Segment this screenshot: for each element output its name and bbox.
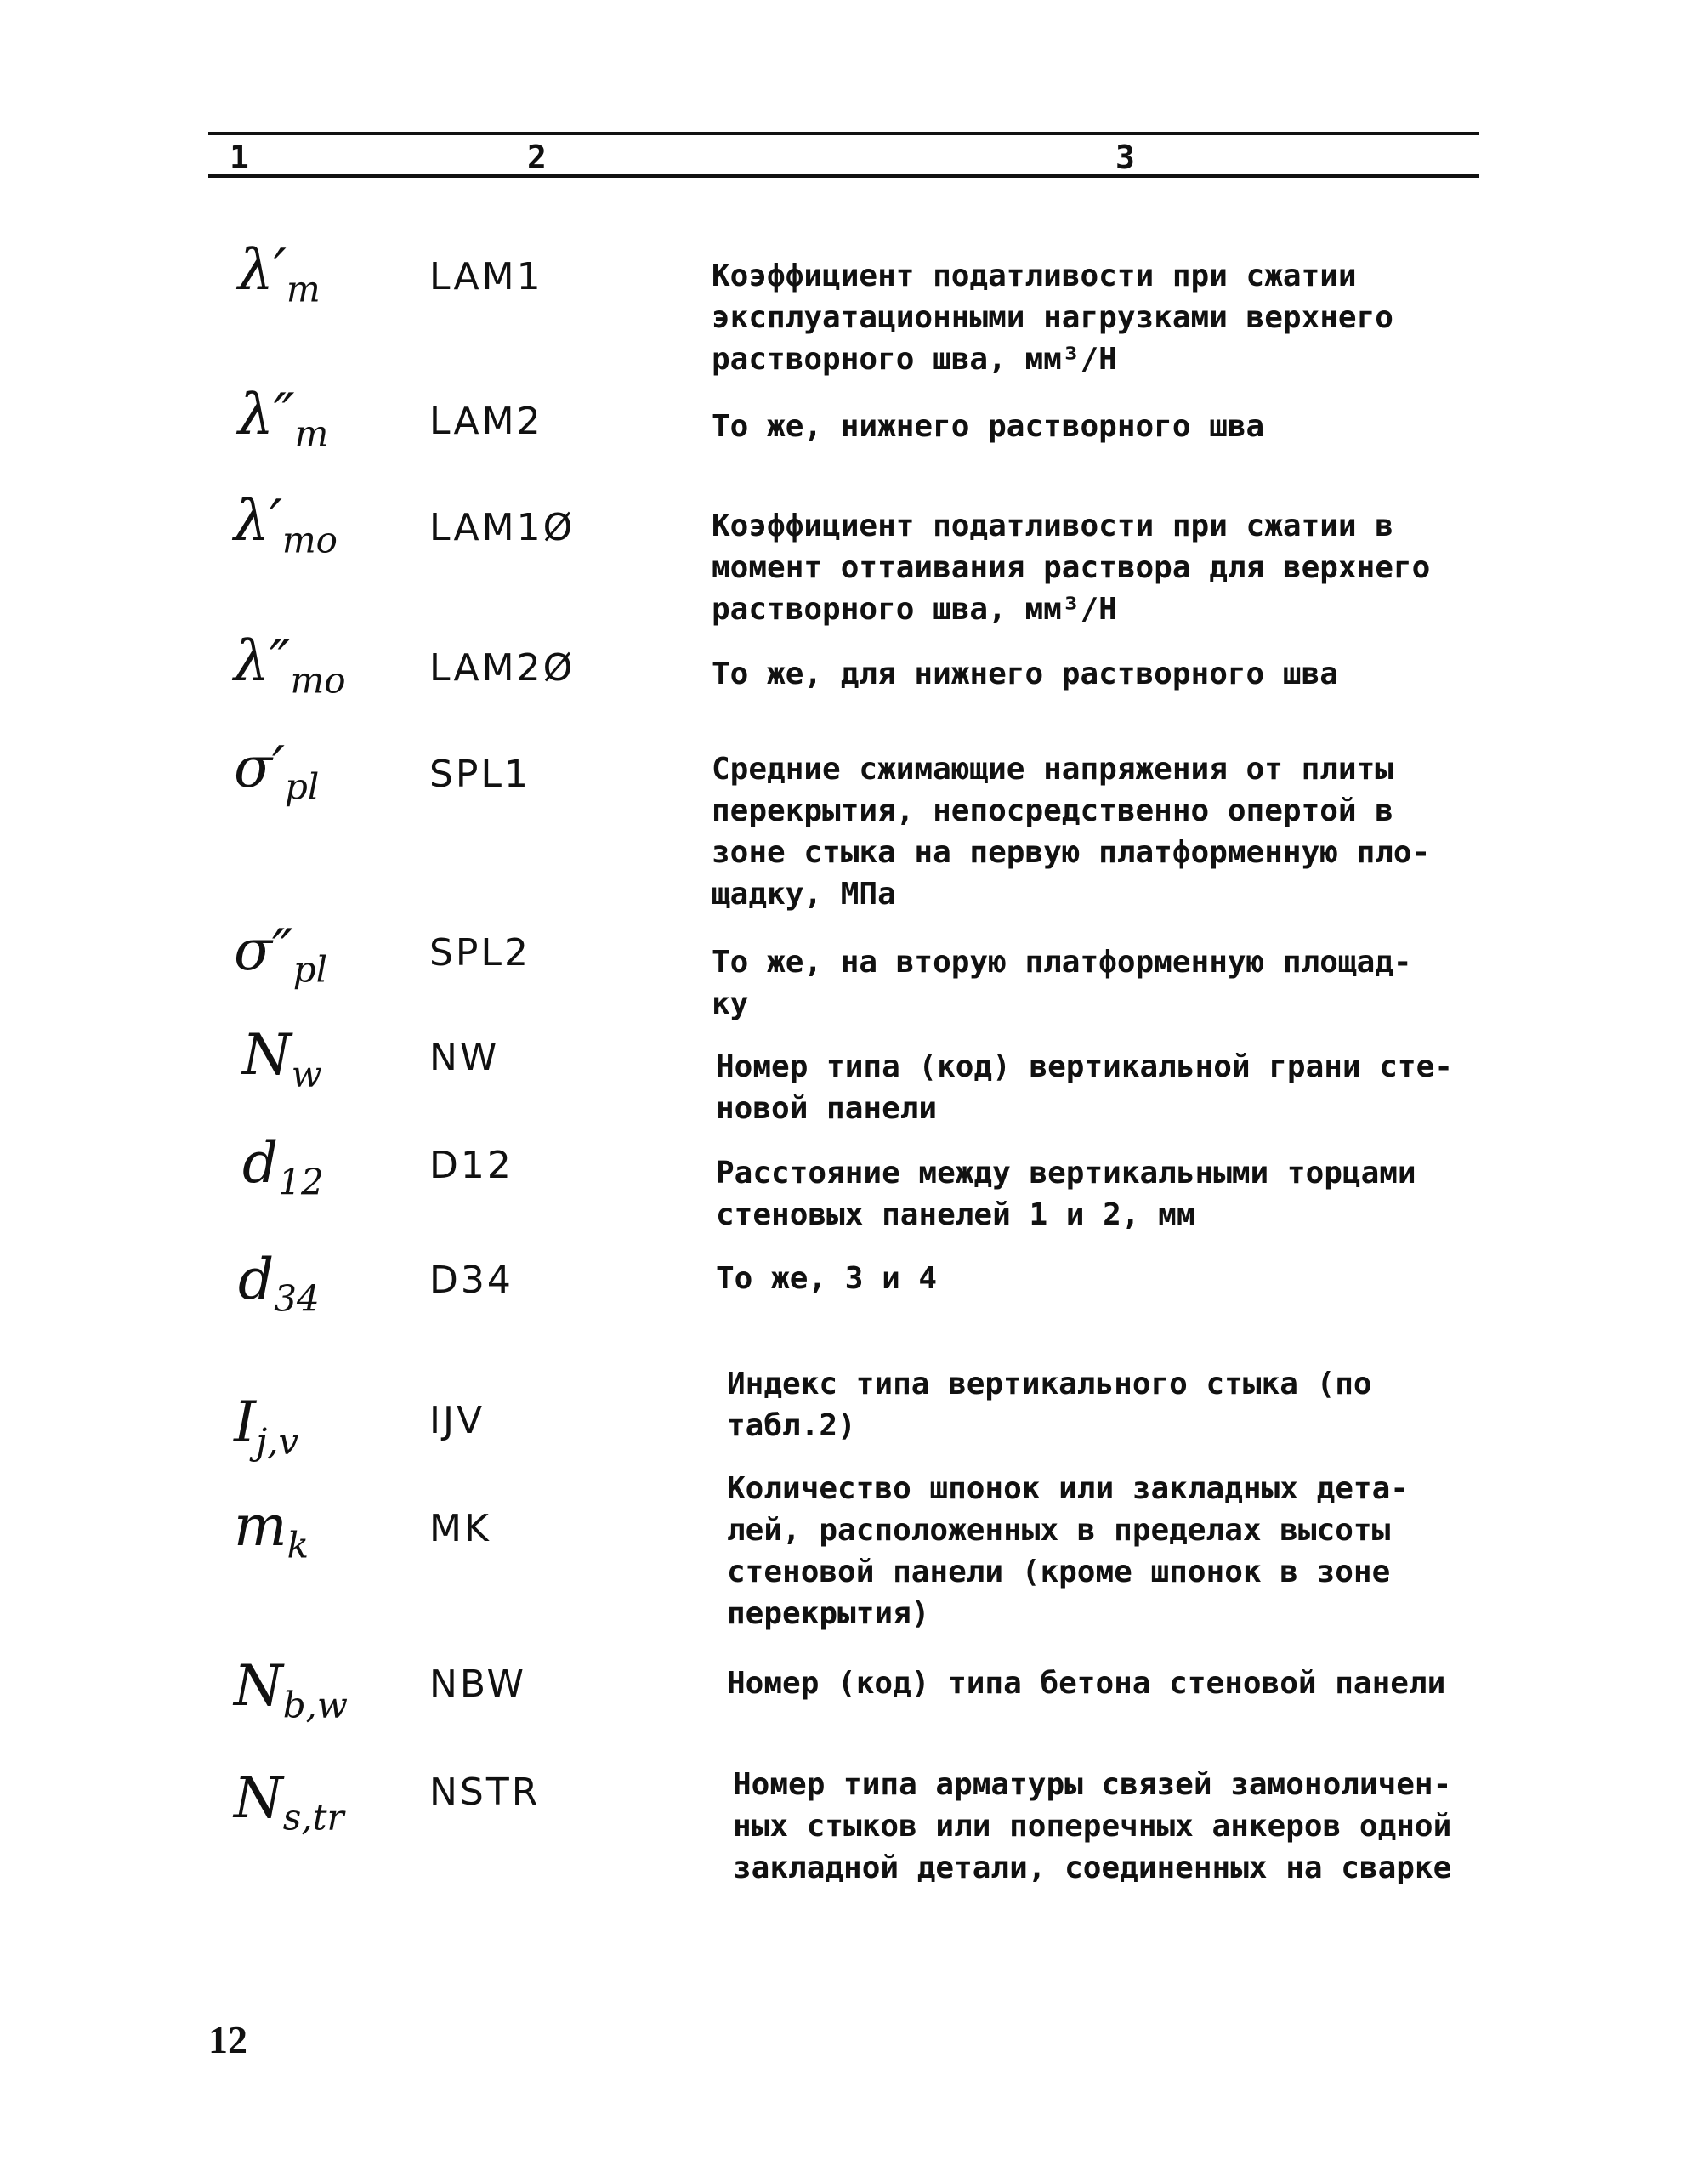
table-top-rule (208, 132, 1479, 135)
description-lam20: То же, для нижнего растворного шва (712, 657, 1338, 691)
symbol-n-w: $N_w$ (242, 1022, 322, 1095)
code-lam10: LAM1Ø (429, 506, 576, 549)
symbol-lambda-m-double-prime: $\lambda''_m$ (238, 382, 329, 455)
code-spl1: SPL1 (429, 753, 531, 796)
symbol-sigma-pl-prime: $\sigma'_{pl}$ (234, 735, 320, 808)
description-d34: То же, 3 и 4 (716, 1261, 938, 1296)
table-header-rule (208, 174, 1479, 178)
code-lam20: LAM2Ø (429, 646, 576, 690)
column-header-3: 3 (1115, 139, 1135, 176)
code-mk: MK (429, 1507, 491, 1550)
code-nbw: NBW (429, 1663, 527, 1706)
symbol-m-k: $m_k$ (234, 1493, 309, 1566)
description-spl2: То же, на вторую платформенную площад- ку (712, 945, 1412, 1021)
symbol-d34: $d_{34}$ (238, 1247, 320, 1320)
description-lam10: Коэффициент податливости при сжатии в момент оттаивания раствора для верхнего растворного шва, мм³/Н (712, 509, 1431, 627)
code-lam1: LAM1 (429, 255, 543, 298)
code-nstr: NSTR (429, 1771, 541, 1814)
symbol-sigma-pl-double-prime: $\sigma''_{pl}$ (234, 918, 328, 991)
symbol-i-jv: $I_{j,v}$ (234, 1390, 299, 1463)
description-nw: Номер типа (код) вертикальной грани сте- новой панели (716, 1049, 1453, 1126)
page-number: 12 (208, 2018, 247, 2061)
symbol-lambda-mo-prime: $\lambda'_{mo}$ (234, 488, 338, 561)
column-header-2: 2 (527, 139, 547, 176)
description-ijv: Индекс типа вертикального стыка (по табл.2) (727, 1367, 1372, 1443)
symbol-n-str: $N_{s,tr}$ (234, 1765, 344, 1839)
code-d34: D34 (429, 1259, 514, 1302)
description-nstr: Номер типа арматуры связей замоноличен- ных стыков или поперечных анкеров одной закладной детали, соединенных на сварке (733, 1767, 1452, 1885)
symbol-lambda-m-prime: $\lambda'_m$ (238, 237, 321, 310)
code-lam2: LAM2 (429, 400, 543, 443)
column-header-1: 1 (230, 139, 249, 176)
symbol-d12: $d_{12}$ (242, 1130, 324, 1203)
description-d12: Расстояние между вертикальными торцами стеновых панелей 1 и 2, мм (716, 1156, 1416, 1232)
symbol-lambda-mo-double-prime: $\lambda''_{mo}$ (234, 628, 346, 702)
description-lam1: Коэффициент податливости при сжатии эксплуатационными нагрузками верхнего растворного шва, мм³/Н (712, 259, 1393, 377)
description-lam2: То же, нижнего растворного шва (712, 409, 1265, 444)
code-d12: D12 (429, 1144, 514, 1187)
symbol-n-bw: $N_{b,w}$ (234, 1653, 348, 1726)
description-nbw: Номер (код) типа бетона стеновой панели (727, 1666, 1446, 1701)
code-spl2: SPL2 (429, 931, 531, 975)
code-nw: NW (429, 1036, 500, 1079)
description-spl1: Средние сжимающие напряжения от плиты перекрытия, непосредственно опертой в зоне стыка на первую платформенную пло- щадку, МПа (712, 752, 1431, 912)
code-ijv: IJV (429, 1399, 485, 1442)
description-mk: Количество шпонок или закладных дета- лей, расположенных в пределах высоты стеновой панели (кроме шпонок в зоне перекрытия) (727, 1471, 1409, 1631)
